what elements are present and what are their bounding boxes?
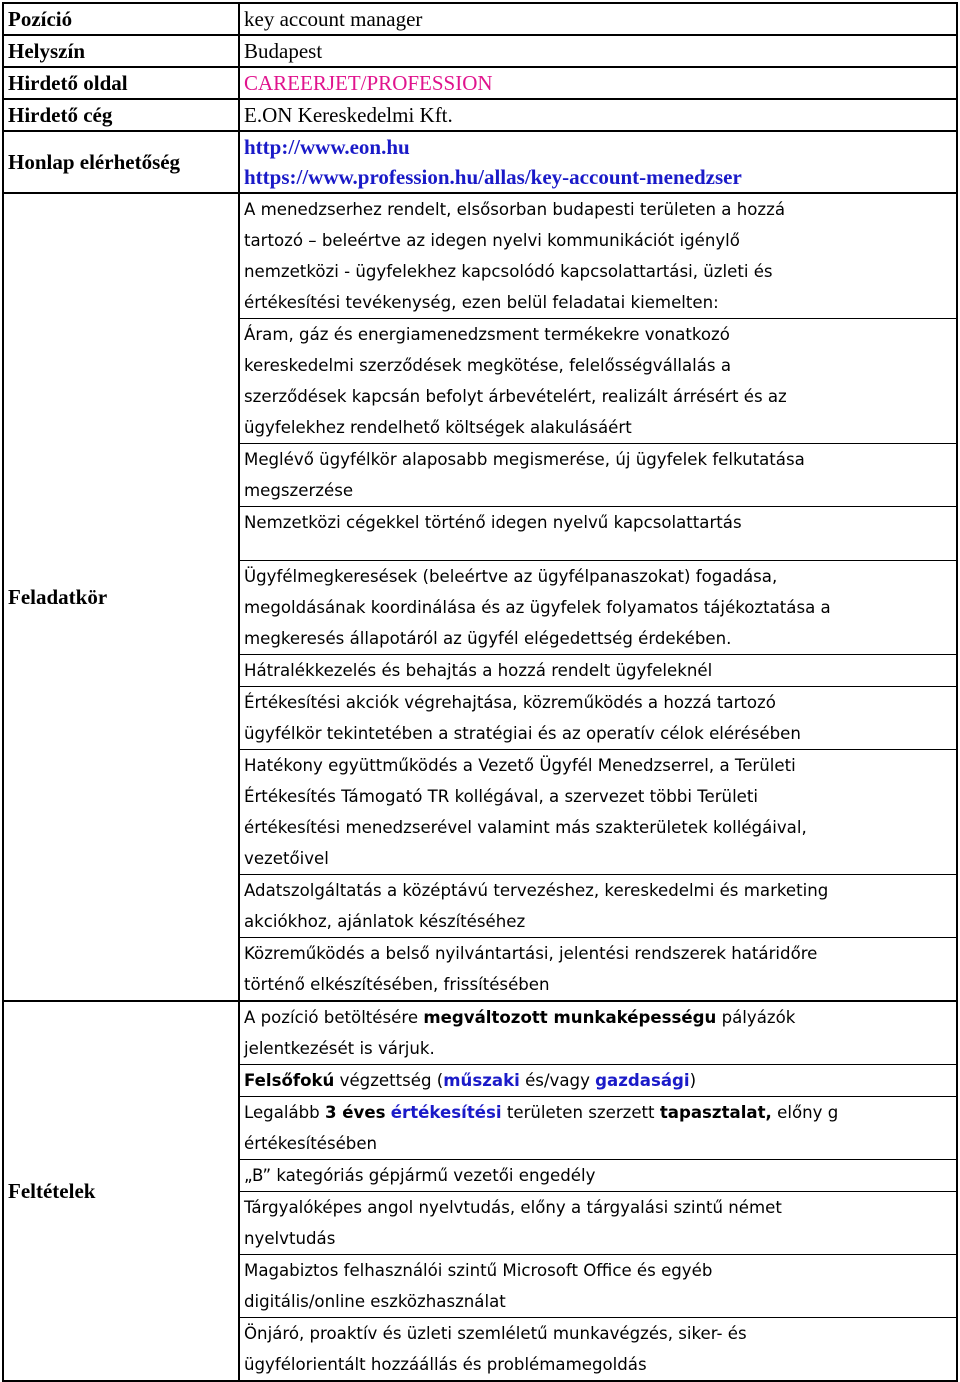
feladatkor-item-line: Áram, gáz és energiamenedzsment termékekre vonatkozó bbox=[244, 325, 730, 344]
feladatkor-item-line: ügyfélkör tekintetében a stratégiai és az operatív célok elérésében bbox=[244, 724, 801, 743]
feladatkor-item-line: Meglévő ügyfélkör alaposabb megismerése, új ügyfelek felkutatása bbox=[244, 450, 805, 469]
feladatkor-item bbox=[240, 194, 956, 319]
text-highlight: értékesítési bbox=[390, 1103, 502, 1122]
feltetelek-item-line: ügyfélorientált hozzáállás és problémamegoldás bbox=[244, 1355, 647, 1374]
feladatkor-item-line: megszerzése bbox=[244, 481, 354, 500]
feltetelek-item bbox=[240, 1192, 956, 1255]
helyszin-label: Helyszín bbox=[3, 35, 239, 67]
feladatkor-content bbox=[239, 193, 957, 1001]
text: ) bbox=[689, 1071, 697, 1090]
feladatkor-item bbox=[240, 875, 956, 938]
feladatkor-item-line: szerződések kapcsán befolyt árbevételért, realizált árrésért és az bbox=[244, 387, 787, 406]
feltetelek-item-line: digitális/online eszközhasználat bbox=[244, 1292, 506, 1311]
feltetelek-item bbox=[240, 1160, 956, 1192]
feladatkor-label: Feladatkör bbox=[3, 193, 239, 1001]
honlap-link-eon[interactable]: http://www.eon.hu bbox=[244, 135, 410, 159]
feladatkor-item-line: Nemzetközi cégekkel történő idegen nyelvű kapcsolattartás bbox=[244, 513, 742, 532]
job-posting-table bbox=[2, 2, 958, 1382]
row-hirdeto-ceg bbox=[3, 99, 957, 131]
feltetelek-content bbox=[239, 1001, 957, 1381]
text: Legalább bbox=[244, 1103, 325, 1122]
helyszin-value: Budapest bbox=[239, 35, 957, 67]
text-bold: megváltozott munkaképességu bbox=[423, 1008, 717, 1027]
feltetelek-item bbox=[240, 1097, 956, 1160]
hirdeto-ceg-label: Hirdető cég bbox=[3, 99, 239, 131]
feladatkor-item-line: értékesítési menedzserével valamint más szakterületek kollégáival, bbox=[244, 818, 807, 837]
feltetelek-item bbox=[240, 1002, 956, 1065]
feladatkor-item-line: Értékesítés Támogató TR kollégával, a szervezet többi Területi bbox=[244, 787, 759, 806]
text-highlight: műszaki bbox=[443, 1071, 520, 1090]
feladatkor-item bbox=[240, 444, 956, 507]
row-feltetelek bbox=[3, 1001, 957, 1381]
text-highlight: gazdasági bbox=[595, 1071, 690, 1090]
text: előny g bbox=[771, 1103, 839, 1122]
feltetelek-label: Feltételek bbox=[3, 1001, 239, 1381]
feladatkor-item-line: Adatszolgáltatás a középtávú tervezéshez, kereskedelmi és marketing bbox=[244, 881, 829, 900]
row-feladatkor bbox=[3, 193, 957, 1001]
feltetelek-item-line: Magabiztos felhasználói szintű Microsoft Office és egyéb bbox=[244, 1261, 713, 1280]
feltetelek-item-line bbox=[244, 1002, 952, 1033]
feladatkor-item-line: nemzetközi - ügyfelekhez kapcsolódó kapcsolattartási, üzleti és bbox=[244, 262, 773, 281]
row-honlap bbox=[3, 131, 957, 193]
hirdeto-ceg-value: E.ON Kereskedelmi Kft. bbox=[239, 99, 957, 131]
feladatkor-item-line: Közreműködés a belső nyilvántartási, jelentési rendszerek határidőre bbox=[244, 944, 818, 963]
feltetelek-item-line: Önjáró, proaktív és üzleti szemléletű munkavégzés, siker- és bbox=[244, 1324, 747, 1343]
text-bold: Felsőfokú bbox=[244, 1071, 335, 1090]
feltetelek-item-line: „B” kategóriás gépjármű vezetői engedély bbox=[244, 1166, 596, 1185]
feladatkor-item-line: Értékesítési akciók végrehajtása, közreműködés a hozzá tartozó bbox=[244, 693, 776, 712]
feladatkor-item-line: vezetőivel bbox=[244, 849, 329, 868]
text: A pozíció betöltésére bbox=[244, 1008, 424, 1027]
feltetelek-item-line bbox=[244, 1097, 952, 1128]
feltetelek-item-line bbox=[244, 1065, 952, 1096]
feladatkor-item bbox=[240, 750, 956, 875]
feltetelek-item bbox=[240, 1065, 956, 1097]
job-posting-table-frame bbox=[2, 2, 956, 1382]
feladatkor-item-line: történő elkészítésében, frissítésében bbox=[244, 975, 550, 994]
feladatkor-item-line: Hatékony együttműködés a Vezető Ügyfél Menedzserrel, a Területi bbox=[244, 756, 796, 775]
row-hirdeto-oldal bbox=[3, 67, 957, 99]
feladatkor-item bbox=[240, 938, 956, 1000]
feltetelek-item bbox=[240, 1255, 956, 1318]
feladatkor-item-line: tartozó – beleértve az idegen nyelvi kommunikációt igénylő bbox=[244, 231, 740, 250]
feladatkor-item-line: Ügyfélmegkeresések (beleértve az ügyfélpanaszokat) fogadása, bbox=[244, 567, 778, 586]
feltetelek-item-line: jelentkezését is várjuk. bbox=[244, 1039, 435, 1058]
feladatkor-item-line: értékesítési tevékenység, ezen belül feladatai kiemelten: bbox=[244, 293, 719, 312]
text: végzettség ( bbox=[334, 1071, 444, 1090]
row-helyszin bbox=[3, 35, 957, 67]
honlap-link-profession[interactable]: https://www.profession.hu/allas/key-account-menedzser bbox=[244, 165, 742, 189]
hirdeto-oldal-value: CAREERJET/PROFESSION bbox=[239, 67, 957, 99]
feladatkor-item-line: ügyfelekhez rendelhető költségek alakulásáért bbox=[244, 418, 632, 437]
row-pozicio bbox=[3, 3, 957, 35]
hirdeto-oldal-label: Hirdető oldal bbox=[3, 67, 239, 99]
pozicio-label: Pozíció bbox=[3, 3, 239, 35]
feladatkor-item bbox=[240, 687, 956, 750]
feladatkor-item-line: akciókhoz, ajánlatok készítéséhez bbox=[244, 912, 526, 931]
feladatkor-item bbox=[240, 655, 956, 687]
feltetelek-item-line: értékesítésében bbox=[244, 1134, 378, 1153]
feladatkor-item-line: megkeresés állapotáról az ügyfél elégedettség érdekében. bbox=[244, 629, 732, 648]
text-bold: 3 éves bbox=[324, 1103, 386, 1122]
feladatkor-item bbox=[240, 507, 956, 561]
feladatkor-item bbox=[240, 561, 956, 655]
text: pályázók bbox=[716, 1008, 796, 1027]
pozicio-value: key account manager bbox=[239, 3, 957, 35]
feladatkor-item-line: kereskedelmi szerződések megkötése, felelősségvállalás a bbox=[244, 356, 732, 375]
feltetelek-item-line: Tárgyalóképes angol nyelvtudás, előny a tárgyalási szintű német bbox=[244, 1198, 782, 1217]
feladatkor-item-line: A menedzserhez rendelt, elsősorban budapesti területen a hozzá bbox=[244, 200, 785, 219]
text: területen szerzett bbox=[501, 1103, 660, 1122]
honlap-label: Honlap elérhetőség bbox=[3, 131, 239, 193]
feltetelek-item-line: nyelvtudás bbox=[244, 1229, 336, 1248]
feladatkor-item-line: Hátralékkezelés és behajtás a hozzá rendelt ügyfeleknél bbox=[244, 661, 713, 680]
text: és/vagy bbox=[519, 1071, 596, 1090]
feladatkor-item bbox=[240, 319, 956, 444]
feltetelek-item bbox=[240, 1318, 956, 1380]
text-bold: tapasztalat, bbox=[659, 1103, 772, 1122]
feladatkor-item-line: megoldásának koordinálása és az ügyfelek folyamatos tájékoztatása a bbox=[244, 598, 831, 617]
